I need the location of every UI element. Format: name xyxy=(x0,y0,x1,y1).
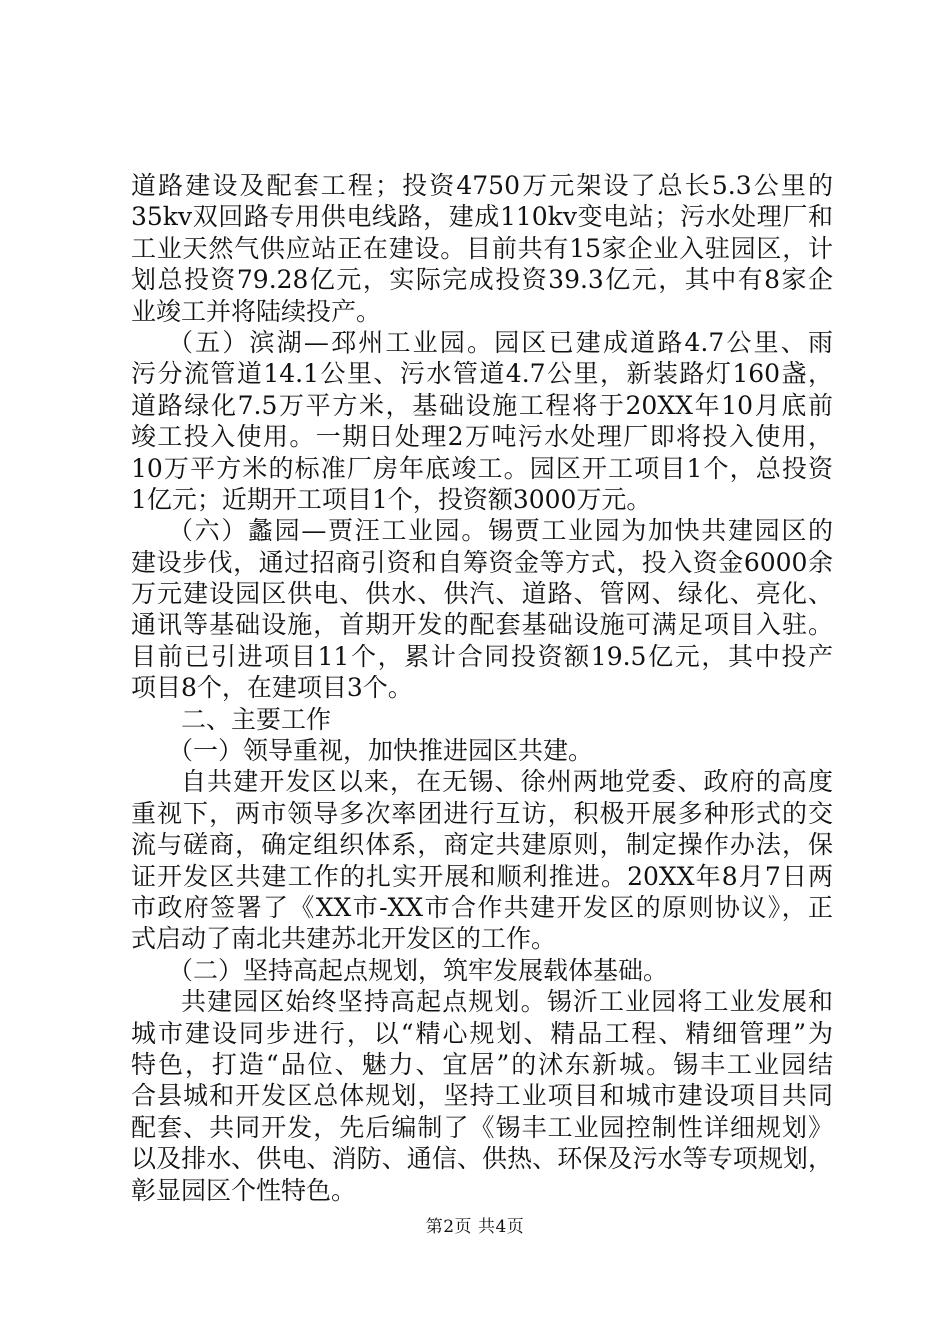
text-line: 万元建设园区供电、供水、供汽、道路、管网、绿化、亮化、 xyxy=(131,579,833,609)
page-number: 第2页 共4页 xyxy=(425,1217,525,1237)
text-line: 共建园区始终坚持高起点规划。锡沂工业园将工业发展和 xyxy=(181,987,833,1017)
text-line: 污分流管道14.1公里、污水管道4.7公里，新装路灯160盏， xyxy=(131,359,833,389)
text-line: 35kv双回路专用供电线路，建成110kv变电站；污水处理厂和 xyxy=(131,202,833,232)
text-line: 式启动了南北共建苏北开发区的工作。 xyxy=(131,924,557,954)
text-line: 目前已引进项目11个，累计合同投资额19.5亿元，其中投产 xyxy=(131,641,833,671)
text-line: 合县城和开发区总体规划，坚持工业项目和城市建设项目共同 xyxy=(131,1081,833,1111)
text-line: （五）滨湖—邳州工业园。园区已建成道路4.7公里、雨 xyxy=(168,327,833,357)
text-line: 重视下，两市领导多次率团进行互访，积极开展多种形式的交 xyxy=(131,798,833,828)
subsection-heading: （一）领导重视，加快推进园区共建。 xyxy=(168,736,594,766)
text-line: 以及排水、供电、消防、通信、供热、环保及污水等专项规划， xyxy=(131,1144,833,1174)
text-line: 项目8个，在建项目3个。 xyxy=(131,673,413,703)
text-line: 道路建设及配套工程；投资4750万元架设了总长5.3公里的 xyxy=(131,171,833,200)
text-line: 10万平方米的标准厂房年底竣工。园区开工项目1个，总投资 xyxy=(131,453,833,483)
subsection-heading: （二）坚持高起点规划，筑牢发展载体基础。 xyxy=(168,955,669,985)
text-line: 城市建设同步进行，以“精心规划、精品工程、精细管理”为 xyxy=(131,1018,833,1048)
text-line: 证开发区共建工作的扎实开展和顺利推进。20XX年8月7日两 xyxy=(131,861,833,891)
text-line: 通讯等基础设施，首期开发的配套基础设施可满足项目入驻。 xyxy=(131,610,833,640)
text-line: 1亿元；近期开工项目1个，投资额3000万元。 xyxy=(131,484,652,514)
text-line: 划总投资79.28亿元，实际完成投资39.3亿元，其中有8家企 xyxy=(131,265,833,295)
text-line: 自共建开发区以来，在无锡、徐州两地党委、政府的高度 xyxy=(181,767,833,797)
text-line: 竣工投入使用。一期日处理2万吨污水处理厂即将投入使用， xyxy=(131,422,833,452)
body-text xyxy=(131,170,833,1206)
text-line: 工业天然气供应站正在建设。目前共有15家企业入驻园区，计 xyxy=(131,233,833,263)
text-line: 流与磋商，确定组织体系，商定共建原则，制定操作办法，保 xyxy=(131,830,833,860)
text-line: 建设步伐，通过招商引资和自筹资金等方式，投入资金6000余 xyxy=(131,547,833,577)
section-heading: 二、主要工作 xyxy=(181,704,332,734)
text-line: 业竣工并将陆续投产。 xyxy=(131,296,382,326)
text-line: 道路绿化7.5万平方米，基础设施工程将于20XX年10月底前 xyxy=(131,390,833,420)
text-line: 特色，打造“品位、魅力、宜居”的沭东新城。锡丰工业园结 xyxy=(131,1049,833,1079)
text-line: 彰显园区个性特色。 xyxy=(131,1175,357,1205)
text-line: （六）蠡园—贾汪工业园。锡贾工业园为加快共建园区的 xyxy=(168,516,833,546)
text-line: 市政府签署了《XX市-XX市合作共建开发区的原则协议》，正 xyxy=(131,892,833,922)
text-line: 配套、共同开发，先后编制了《锡丰工业园控制性详细规划》 xyxy=(131,1112,833,1142)
